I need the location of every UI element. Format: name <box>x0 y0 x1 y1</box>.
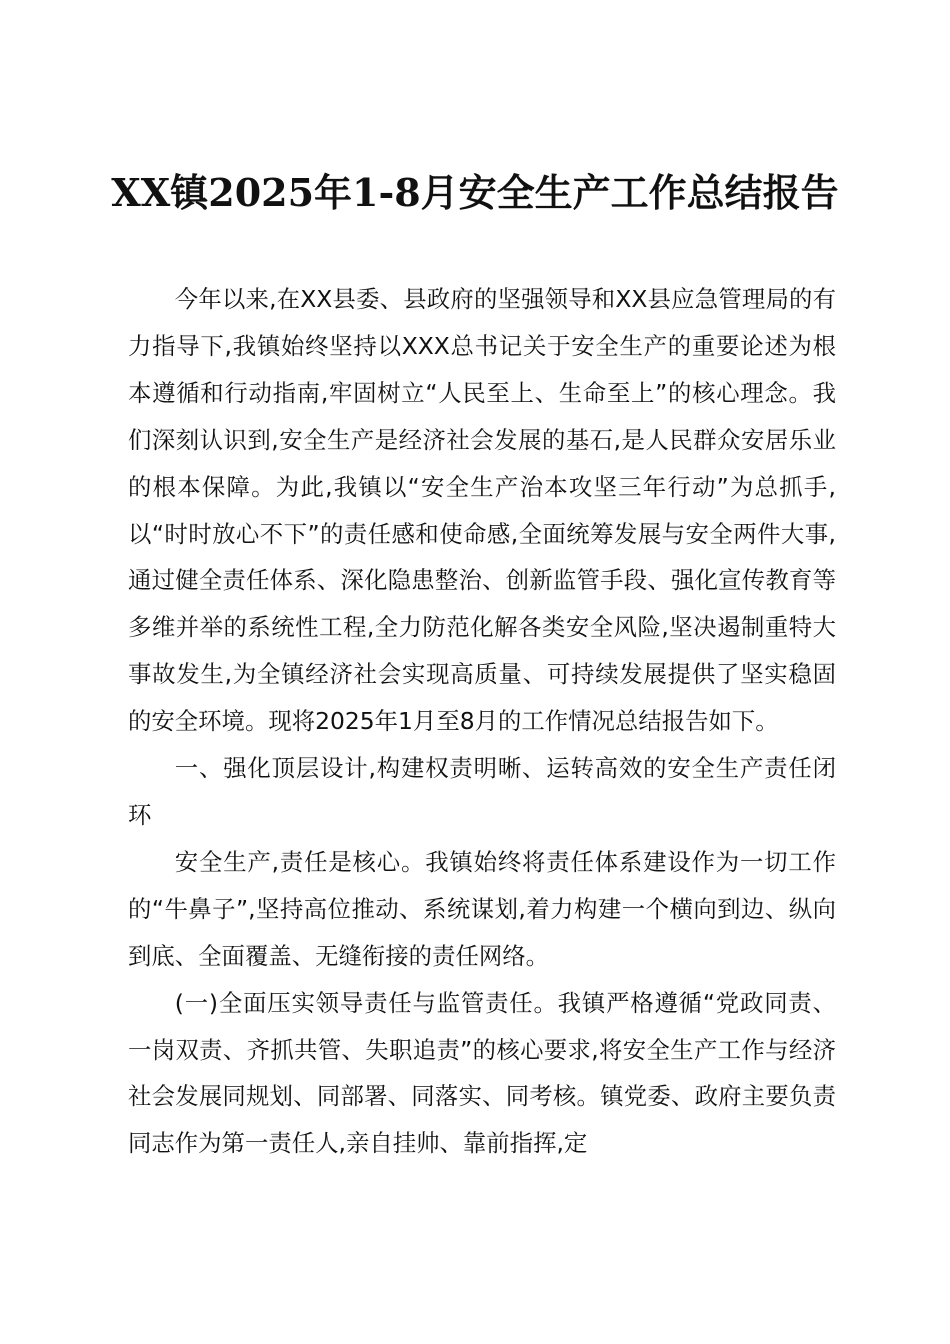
document-body <box>128 276 836 1167</box>
paragraph-responsibility: 安全生产,责任是核心。我镇始终将责任体系建设作为一切工作的“牛鼻子”,坚持高位推动、系统谋划,着力构建一个横向到边、纵向到底、全面覆盖、无缝衔接的责任网络。 <box>128 847 836 970</box>
paragraph-intro: 今年以来,在XX县委、县政府的坚强领导和XX县应急管理局的有力指导下,我镇始终坚持以XXX总书记关于安全生产的重要论述为根本遵循和行动指南,牢固树立“人民至上、生命至上”的核心理念。我们深刻认识到,安全生产是经济社会发展的基石,是人民群众安居乐业的根本保障。为此,我镇以“安全生产治本攻坚三年行动”为总抓手,以“时时放心不下”的责任感和使命感,全面统筹发展与安全两件大事,通过健全责任体系、深化隐患整治、创新监管手段、强化宣传教育等多维并举的系统性工程,全力防范化解各类安全风险,坚决遏制重特大事故发生,为全镇经济社会实现高质量、可持续发展提供了坚实稳固的安全环境。现将2025年1月至8月的工作情况总结报告如下。 <box>128 285 836 736</box>
paragraph-subsection-1: (一)全面压实领导责任与监管责任。我镇严格遵循“党政同责、一岗双责、齐抓共管、失职追责”的核心要求,将安全生产工作与经济社会发展同规划、同部署、同落实、同考核。镇党委、政府主要负责同志作为第一责任人,亲自挂帅、靠前指挥,定 <box>128 988 836 1158</box>
document-title: XX镇2025年1-8月安全生产工作总结报告 <box>111 170 839 215</box>
section-heading-1: 一、强化顶层设计,构建权责明晰、运转高效的安全生产责任闭环 <box>128 754 836 829</box>
